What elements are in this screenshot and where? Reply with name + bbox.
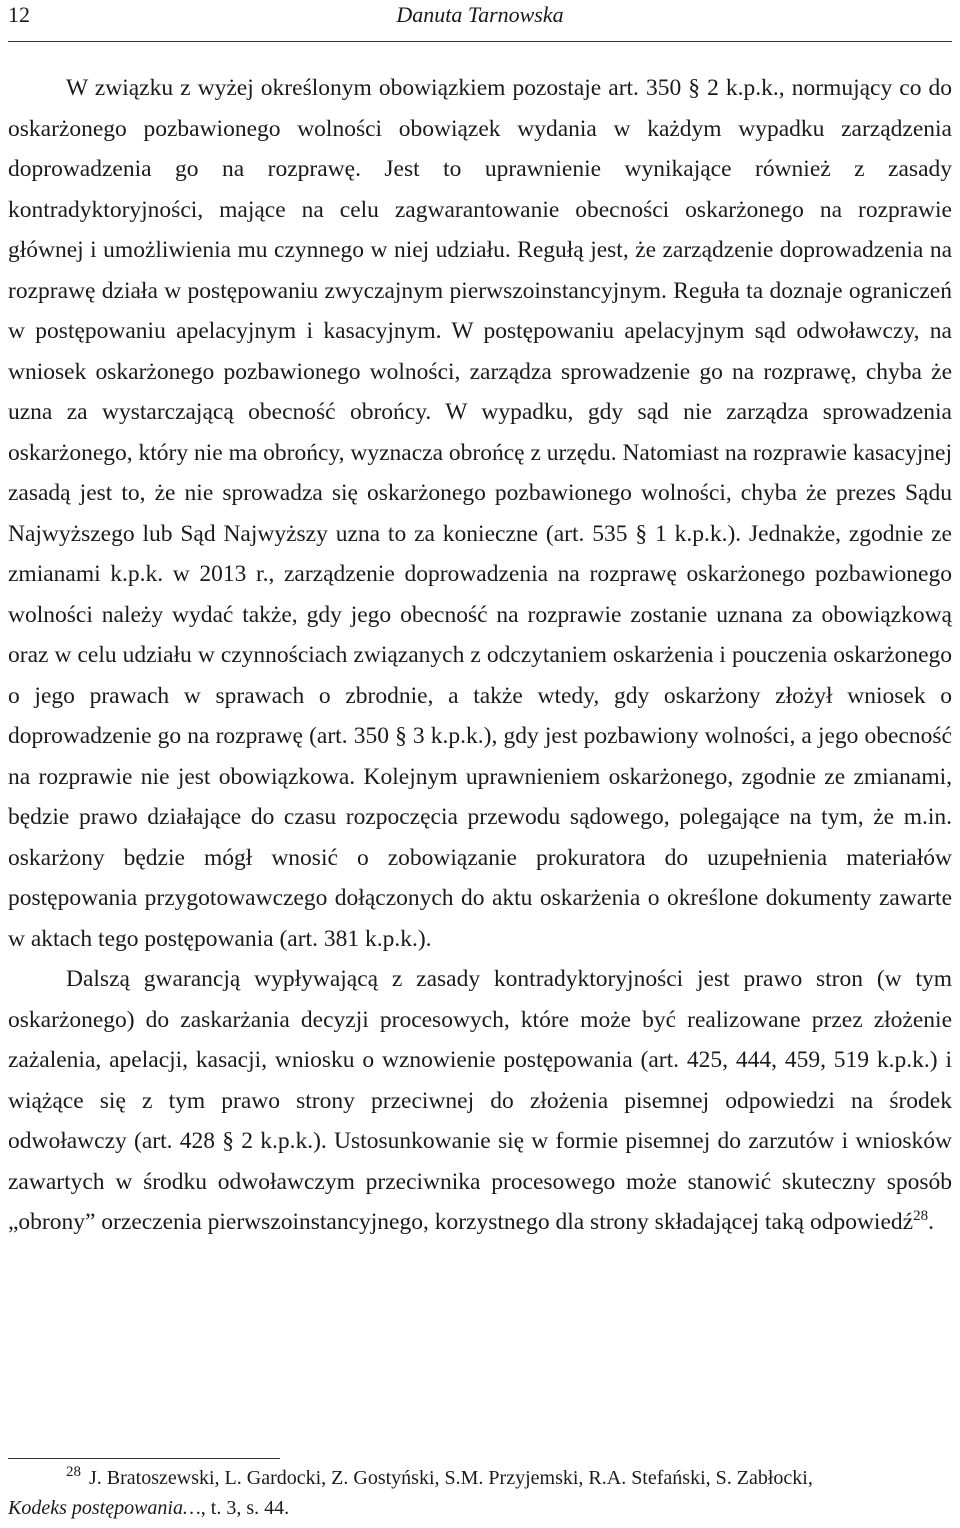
footnote-authors: J. Bratoszewski, L. Gardocki, Z. Gostyński, S.M. Przyjemski, R.A. Stefański, S. Zabłocki, [89,1467,813,1489]
paragraph-2-text: Dalszą gwarancją wypływającą z zasady kontradyktoryjności jest prawo stron (w tym oskarżonego) do zaskarżania decyzji procesowych, które może być realizowane przez złożenie zażalenia, apelacji, kasacji, wniosku o wznowienie postępowania (art. 425, 444, 459, 519 k.p.k.) i wiążące się z tym prawo strony przeciwnej do złożenia pisemnej odpowiedzi na środek odwoławczy (art. 428 § 2 k.p.k.). Ustosunkowanie się w formie pisemnej do zarzutów i wniosków zawartych w środku odwoławczym przeciwnika procesowego może stanowić skuteczny sposób „obrony” orzeczenia pierwszoinstancyjnego, korzystnego dla strony składającej taką odpowiedź [8,966,952,1235]
running-head: Danuta Tarnowska [396,2,564,27]
footnote-line-2 [8,1493,952,1523]
footnote [8,1463,952,1523]
footnote-rest: , t. 3, s. 44. [200,1497,290,1519]
footnote-line-1 [8,1463,952,1493]
footnote-title: Kodeks postępowania… [8,1497,201,1519]
paragraph-2: Dalszą gwarancją wypływającą z zasady kontradyktoryjności jest prawo stron (w tym oskarżonego) do zaskarżania decyzji procesowych, które może być realizowane przez złożenie zażalenia, apelacji, kasacji, wniosku o wznowienie postępowania (art. 425, 444, 459, 519 k.p.k.) i wiążące się z tym prawo strony przeciwnej do złożenia pisemnej odpowiedzi na środek odwoławczy (art. 428 § 2 k.p.k.). Ustosunkowanie się w formie pisemnej do zarzutów i wniosków zawartych w środku odwoławczym przeciwnika procesowego może stanowić skuteczny sposób „obrony” orzeczenia pierwszoinstancyjnego, korzystnego dla strony składającej taką odpowiedź$^{28}$. [8,966,952,1235]
paragraph-1: W związku z wyżej określonym obowiązkiem pozostaje art. 350 § 2 k.p.k., normujący co do oskarżonego pozbawionego wolności obowiązek wydania w każdym wypadku zarządzenia doprowadzenia go na rozprawę. Jest to uprawnienie wynikające również z zasady kontradyktoryjności, mające na celu zagwarantowanie obecności oskarżonego na rozprawie głównej i umożliwienia mu czynnego w niej udziału. Regułą jest, że zarządzenie doprowadzenia na rozprawę działa w postępowaniu zwyczajnym pierwszoinstancyjnym. Reguła ta doznaje ograniczeń w postępowaniu apelacyjnym i kasacyjnym. W postępowaniu apelacyjnym sąd odwoławczy, na wniosek oskarżonego pozbawionego wolności, zarządza sprowadzenie go na rozprawę, chyba że uzna za wystarczającą obecność obrońcy. W wypadku, gdy sąd nie zarządza sprowadzenia oskarżonego, który nie ma obrońcy, wyznacza obrońcę z urzędu. Natomiast na rozprawie kasacyjnej zasadą jest to, że nie sprowadza się oskarżonego pozbawionego wolności, chyba że prezes Sądu Najwyższego lub Sąd Najwyższy uzna to za konieczne (art. 535 § 1 k.p.k.). Jednakże, zgodnie ze zmianami k.p.k. w 2013 r., zarządzenie doprowadzenia na rozprawę oskarżonego pozbawionego wolności należy wydać także, gdy jego obecność na rozprawie zostanie uznana za obowiązkową oraz w celu udziału w czynnościach związanych z odczytaniem oskarżenia i pouczenia oskarżonego o jego prawach w sprawach o zbrodnie, a także wtedy, gdy oskarżony złożył wniosek o doprowadzenie go na rozprawę (art. 350 § 3 k.p.k.), gdy jest pozbawiony wolności, a jego obecność na rozprawie nie jest obowiązkowa. Kolejnym uprawnieniem oskarżonego, zgodnie ze zmianami, będzie prawo działające do czasu rozpoczęcia przewodu sądowego, polegające na tym, że m.in. oskarżony będzie mógł wnosić o zobowiązanie prokuratora do uzupełnienia materiałów postępowania przygotowawczego dołączonych do aktu oskarżenia o określone dokumenty zawarte w aktach tego postępowania (art. 381 k.p.k.). [8,75,952,952]
page-header [8,0,952,42]
footnote-rule [8,1458,280,1459]
body-text [8,68,952,1243]
footnote-number: 28 [66,1464,81,1481]
page-number: 12 [8,2,30,27]
footnote-ref: 28 [913,1208,929,1225]
